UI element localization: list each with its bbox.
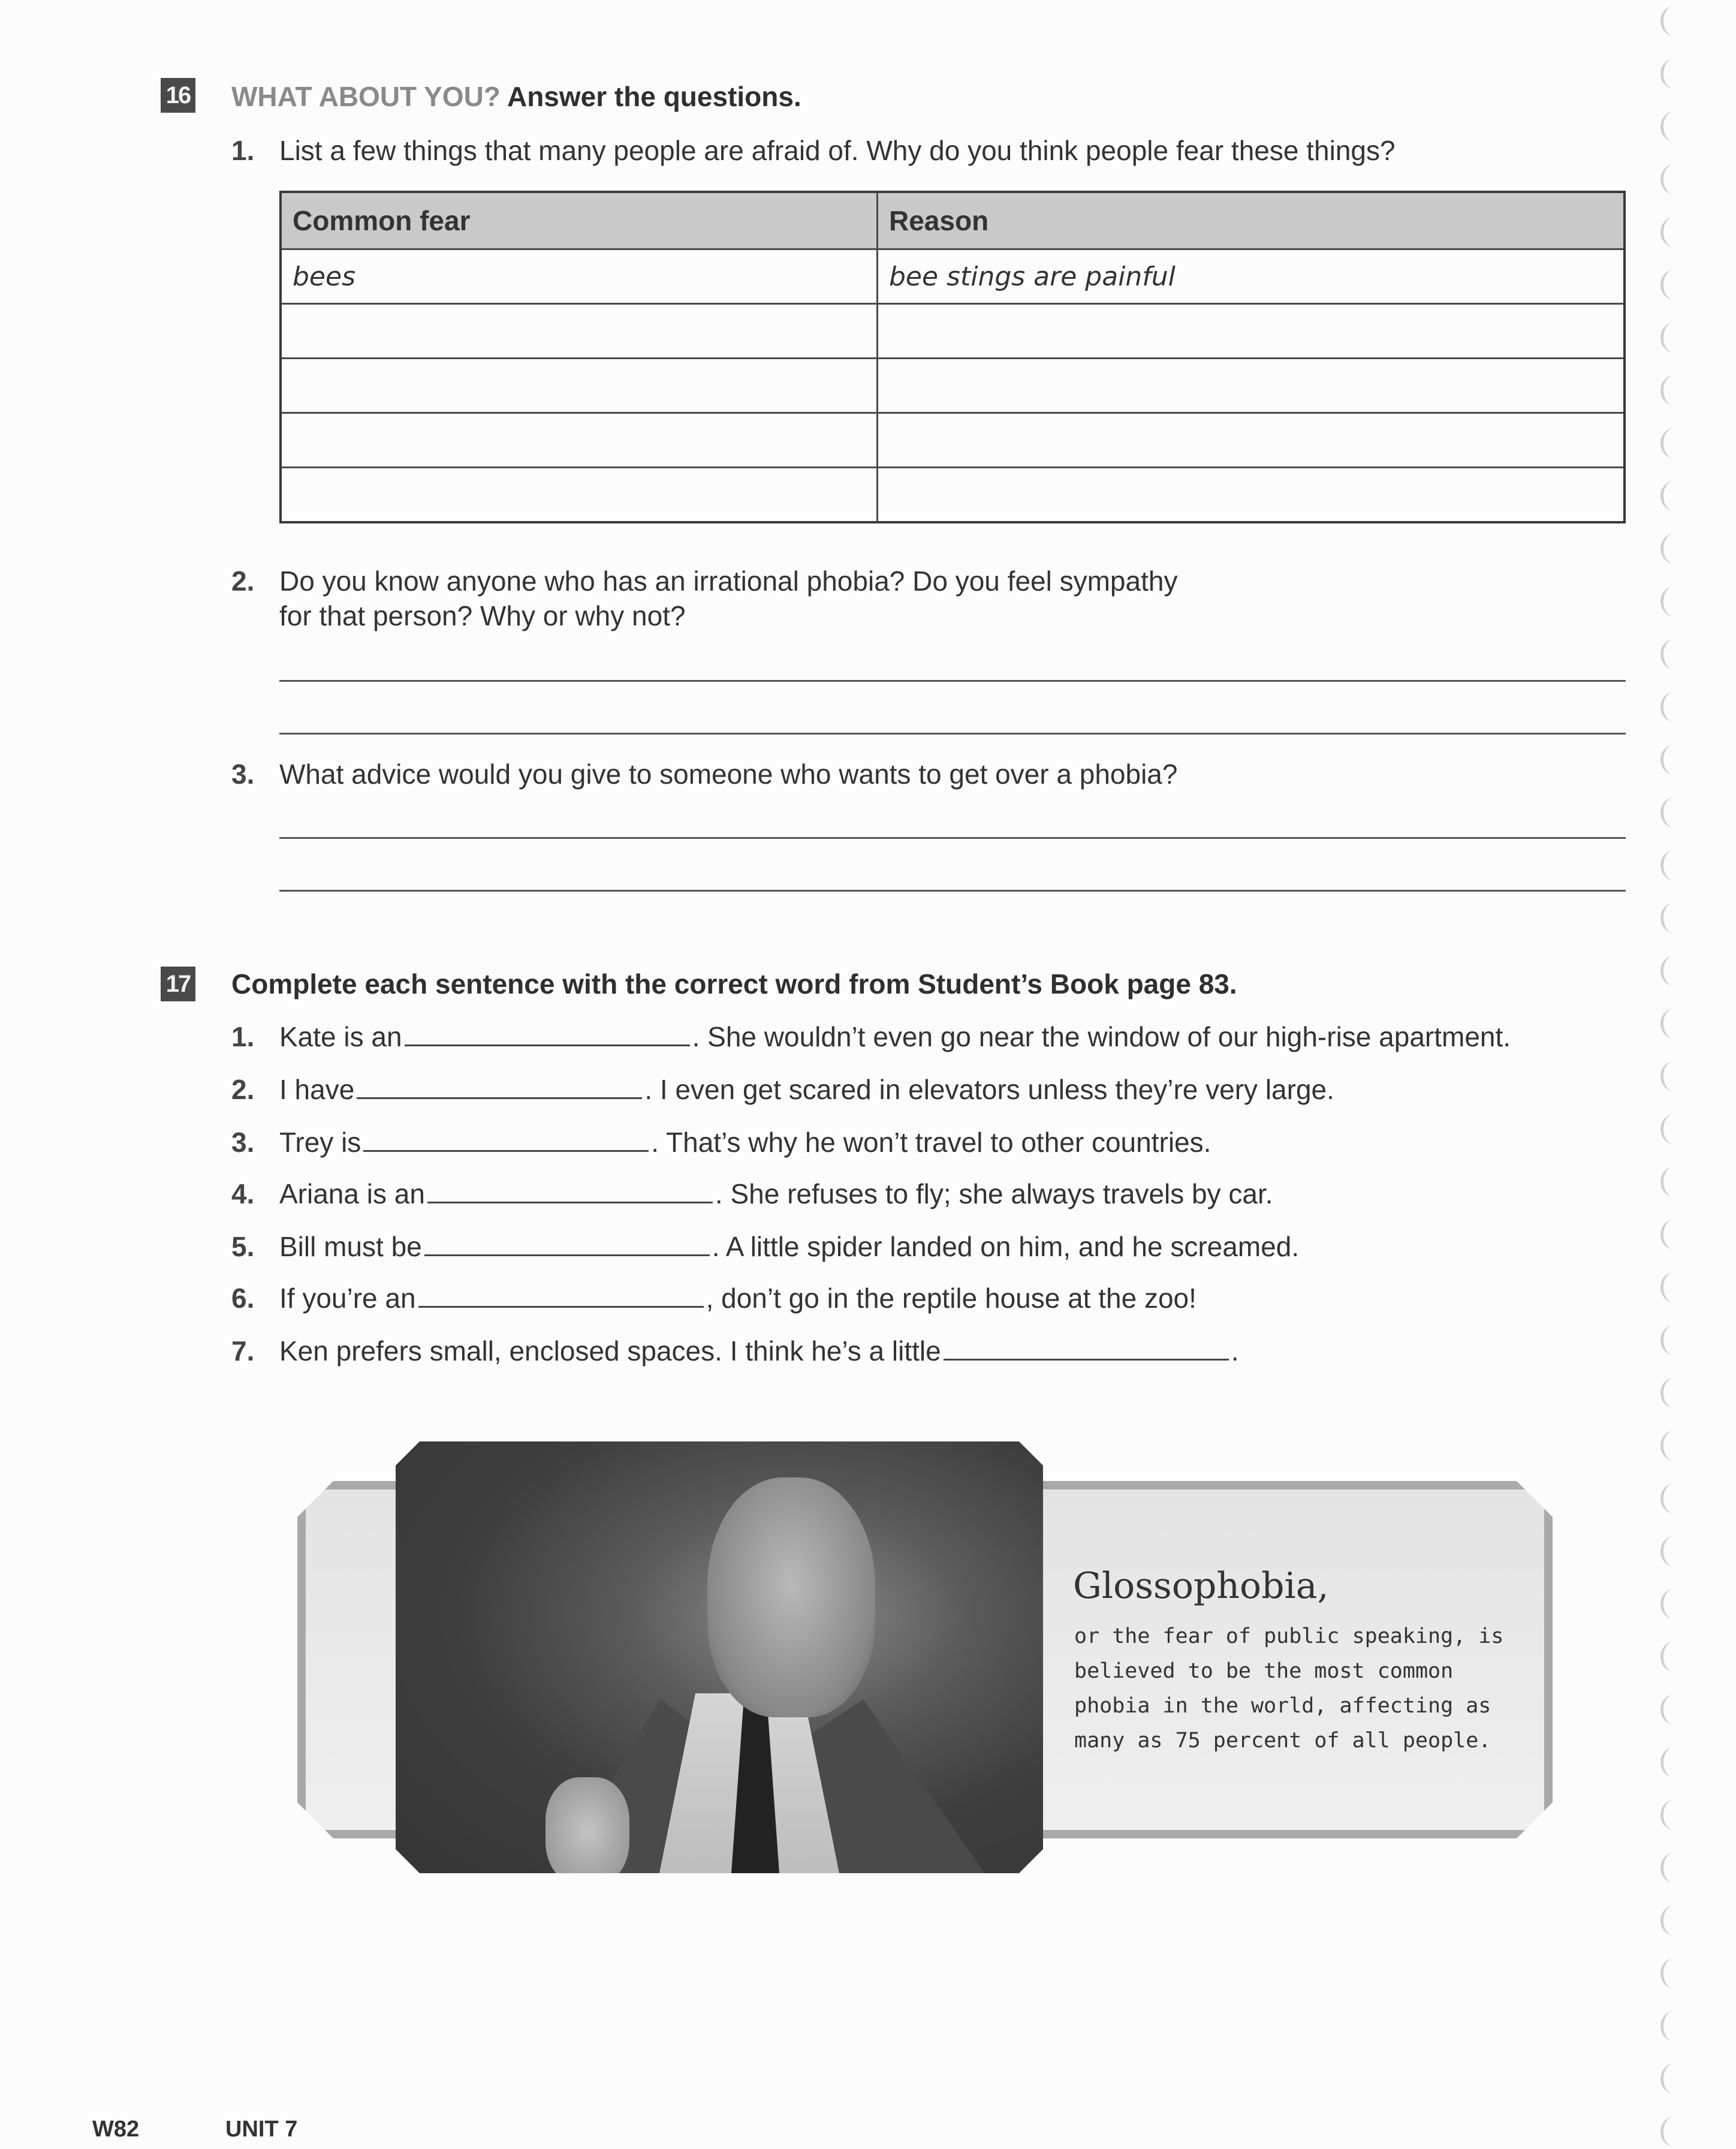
sentence-after: , don’t go in the reptile house at the zoo! (706, 1283, 1196, 1314)
sentence-before: Trey is (279, 1127, 361, 1158)
sentence-4 (231, 1176, 1273, 1211)
sentence-before: If you’re an (279, 1283, 416, 1314)
fact-line: many as 75 percent of all people. (1074, 1729, 1491, 1753)
binder-hole-icon (1660, 1747, 1687, 1777)
question-text-line-1: Do you know anyone who has an irrational phobia? Do you feel sympathy (279, 565, 1178, 597)
answer-line[interactable] (279, 680, 1626, 682)
binder-hole-icon (1660, 1958, 1687, 1988)
binder-hole-icon (1660, 59, 1687, 89)
fact-title: Glossophobia, (1073, 1565, 1329, 1607)
exercise-number-badge: 16 (161, 78, 195, 113)
binder-hole-icon (1660, 481, 1687, 511)
sentence-7 (231, 1334, 1239, 1368)
fill-in-blank[interactable] (418, 1282, 704, 1308)
binder-hole-icon (1660, 692, 1687, 722)
question-number: 2. (231, 565, 255, 597)
fears-table (279, 191, 1626, 523)
sentence-3 (231, 1125, 1211, 1160)
photo-nervous-man (396, 1441, 1043, 1873)
binder-hole-icon (1660, 586, 1687, 616)
binder-hole-icon (1660, 270, 1687, 300)
binder-hole-icon (1660, 1483, 1687, 1513)
column-header-reason: Reason (878, 192, 1625, 249)
table-row (281, 304, 1625, 359)
binder-hole-icon (1660, 164, 1687, 194)
binder-hole-icon (1660, 850, 1687, 880)
fear-cell[interactable] (281, 304, 878, 359)
fact-line: or the fear of public speaking, is (1074, 1624, 1504, 1648)
binder-hole-icon (1660, 375, 1687, 405)
binder-hole-icon (1660, 1589, 1687, 1619)
fear-cell[interactable] (281, 413, 878, 468)
exercise-title: Complete each sentence with the correct word from Student’s Book page 83. (231, 968, 1237, 1000)
question-3 (231, 757, 1177, 791)
fear-cell[interactable]: bees (281, 249, 878, 304)
sentence-before: I have (279, 1074, 355, 1105)
table-row (281, 413, 1625, 468)
reason-cell[interactable]: bee stings are painful (878, 249, 1625, 304)
answer-line[interactable] (279, 890, 1626, 892)
sentence-after: . A little spider landed on him, and he screamed. (712, 1231, 1300, 1262)
fact-body (1074, 1619, 1554, 1758)
answer-line[interactable] (279, 733, 1626, 735)
question-number: 1. (231, 135, 255, 166)
binder-hole-icon (1660, 1325, 1687, 1355)
unit-label: UNIT 7 (225, 2117, 298, 2142)
table-row (281, 468, 1625, 523)
binder-hole-icon (1660, 1431, 1687, 1461)
binder-hole-icon (1660, 1378, 1687, 1408)
binder-hole-icon (1660, 903, 1687, 933)
sentence-before: Ken prefers small, enclosed spaces. I think he’s a little (279, 1335, 941, 1367)
reason-cell[interactable] (878, 304, 1625, 359)
fill-in-blank[interactable] (944, 1335, 1229, 1361)
binder-hole-icon (1660, 1694, 1687, 1724)
question-1 (231, 133, 1396, 168)
binder-hole-icon (1660, 428, 1687, 458)
sentence-number: 3. (231, 1127, 255, 1158)
binder-hole-icon (1660, 6, 1687, 36)
sentence-number: 5. (231, 1231, 255, 1262)
sentence-before: Bill must be (279, 1231, 422, 1262)
sentence-before: Ariana is an (279, 1178, 425, 1209)
binder-hole-icon (1660, 639, 1687, 669)
exercise-number-badge: 17 (161, 967, 195, 1001)
binder-hole-icon (1660, 1536, 1687, 1566)
fill-in-blank[interactable] (424, 1230, 710, 1256)
sentence-6 (231, 1281, 1196, 1316)
fear-cell[interactable] (281, 359, 878, 413)
exercise-title (231, 80, 801, 113)
binder-hole-icon (1660, 1061, 1687, 1091)
binder-hole-icon (1660, 1642, 1687, 1672)
sentence-number: 7. (231, 1335, 255, 1367)
binder-hole-icon (1660, 1167, 1687, 1197)
sentence-number: 1. (231, 1021, 255, 1052)
question-number: 3. (231, 759, 255, 790)
answer-line[interactable] (279, 837, 1626, 839)
sentence-after: . She wouldn’t even go near the window of our high-rise apartment. (692, 1021, 1511, 1052)
reason-cell[interactable] (878, 468, 1625, 523)
binder-hole-icon (1660, 2064, 1687, 2094)
fill-in-blank[interactable] (427, 1178, 713, 1203)
binder-hole-icon (1660, 1853, 1687, 1883)
question-text-line-2: for that person? Why or why not? (279, 600, 686, 631)
sentence-after: . That’s why he won’t travel to other countries. (651, 1127, 1211, 1158)
sentence-number: 4. (231, 1178, 255, 1209)
reason-cell[interactable] (878, 413, 1625, 468)
sentence-after: . I even get scared in elevators unless they’re very large. (644, 1074, 1334, 1105)
binder-hole-icon (1660, 1220, 1687, 1250)
binder-hole-icon (1660, 1800, 1687, 1830)
sentence-1 (231, 1019, 1511, 1054)
sentence-after: . (1231, 1335, 1239, 1367)
question-text: What advice would you give to someone who wants to get over a phobia? (279, 759, 1178, 790)
binder-hole-icon (1660, 323, 1687, 353)
photo-face (707, 1477, 875, 1717)
column-header-common-fear: Common fear (281, 192, 878, 249)
binder-hole-icon (1660, 112, 1687, 142)
photo-hand (545, 1777, 629, 1885)
reason-cell[interactable] (878, 359, 1625, 413)
sentence-2 (231, 1072, 1334, 1107)
binder-hole-icon (1660, 217, 1687, 247)
binder-hole-icon (1660, 745, 1687, 775)
table-row (281, 359, 1625, 413)
sentence-5 (231, 1229, 1299, 1264)
binder-hole-icon (1660, 1272, 1687, 1302)
fact-line: believed to be the most common (1074, 1659, 1454, 1683)
binder-hole-icon (1660, 797, 1687, 827)
exercise-title-lead: WHAT ABOUT YOU? (231, 81, 501, 112)
sentence-number: 2. (231, 1074, 255, 1105)
question-2 (231, 564, 1177, 633)
fill-in-blank[interactable] (363, 1126, 649, 1152)
fact-line: phobia in the world, affecting as (1074, 1694, 1491, 1718)
photo-suit-right (809, 1699, 989, 1879)
fill-in-blank[interactable] (357, 1073, 642, 1099)
fear-cell[interactable] (281, 468, 878, 523)
table-header-row (281, 192, 1625, 249)
binder-hole-icon (1660, 2117, 1687, 2147)
table-row (281, 249, 1625, 304)
sentence-number: 6. (231, 1283, 255, 1314)
question-text: List a few things that many people are afraid of. Why do you think people fear these things? (279, 135, 1396, 166)
binder-hole-icon (1660, 2011, 1687, 2041)
fill-in-blank[interactable] (405, 1021, 690, 1046)
page-number: W82 (92, 2117, 140, 2142)
binder-hole-icon (1660, 534, 1687, 564)
exercise-title-instruction: Answer the questions. (507, 81, 801, 112)
sentence-after: . She refuses to fly; she always travels by car. (715, 1178, 1273, 1209)
binder-hole-icon (1660, 956, 1687, 986)
binder-hole-icon (1660, 1009, 1687, 1039)
binder-hole-icon (1660, 1114, 1687, 1144)
binder-hole-icon (1660, 1906, 1687, 1936)
sentence-before: Kate is an (279, 1021, 402, 1052)
